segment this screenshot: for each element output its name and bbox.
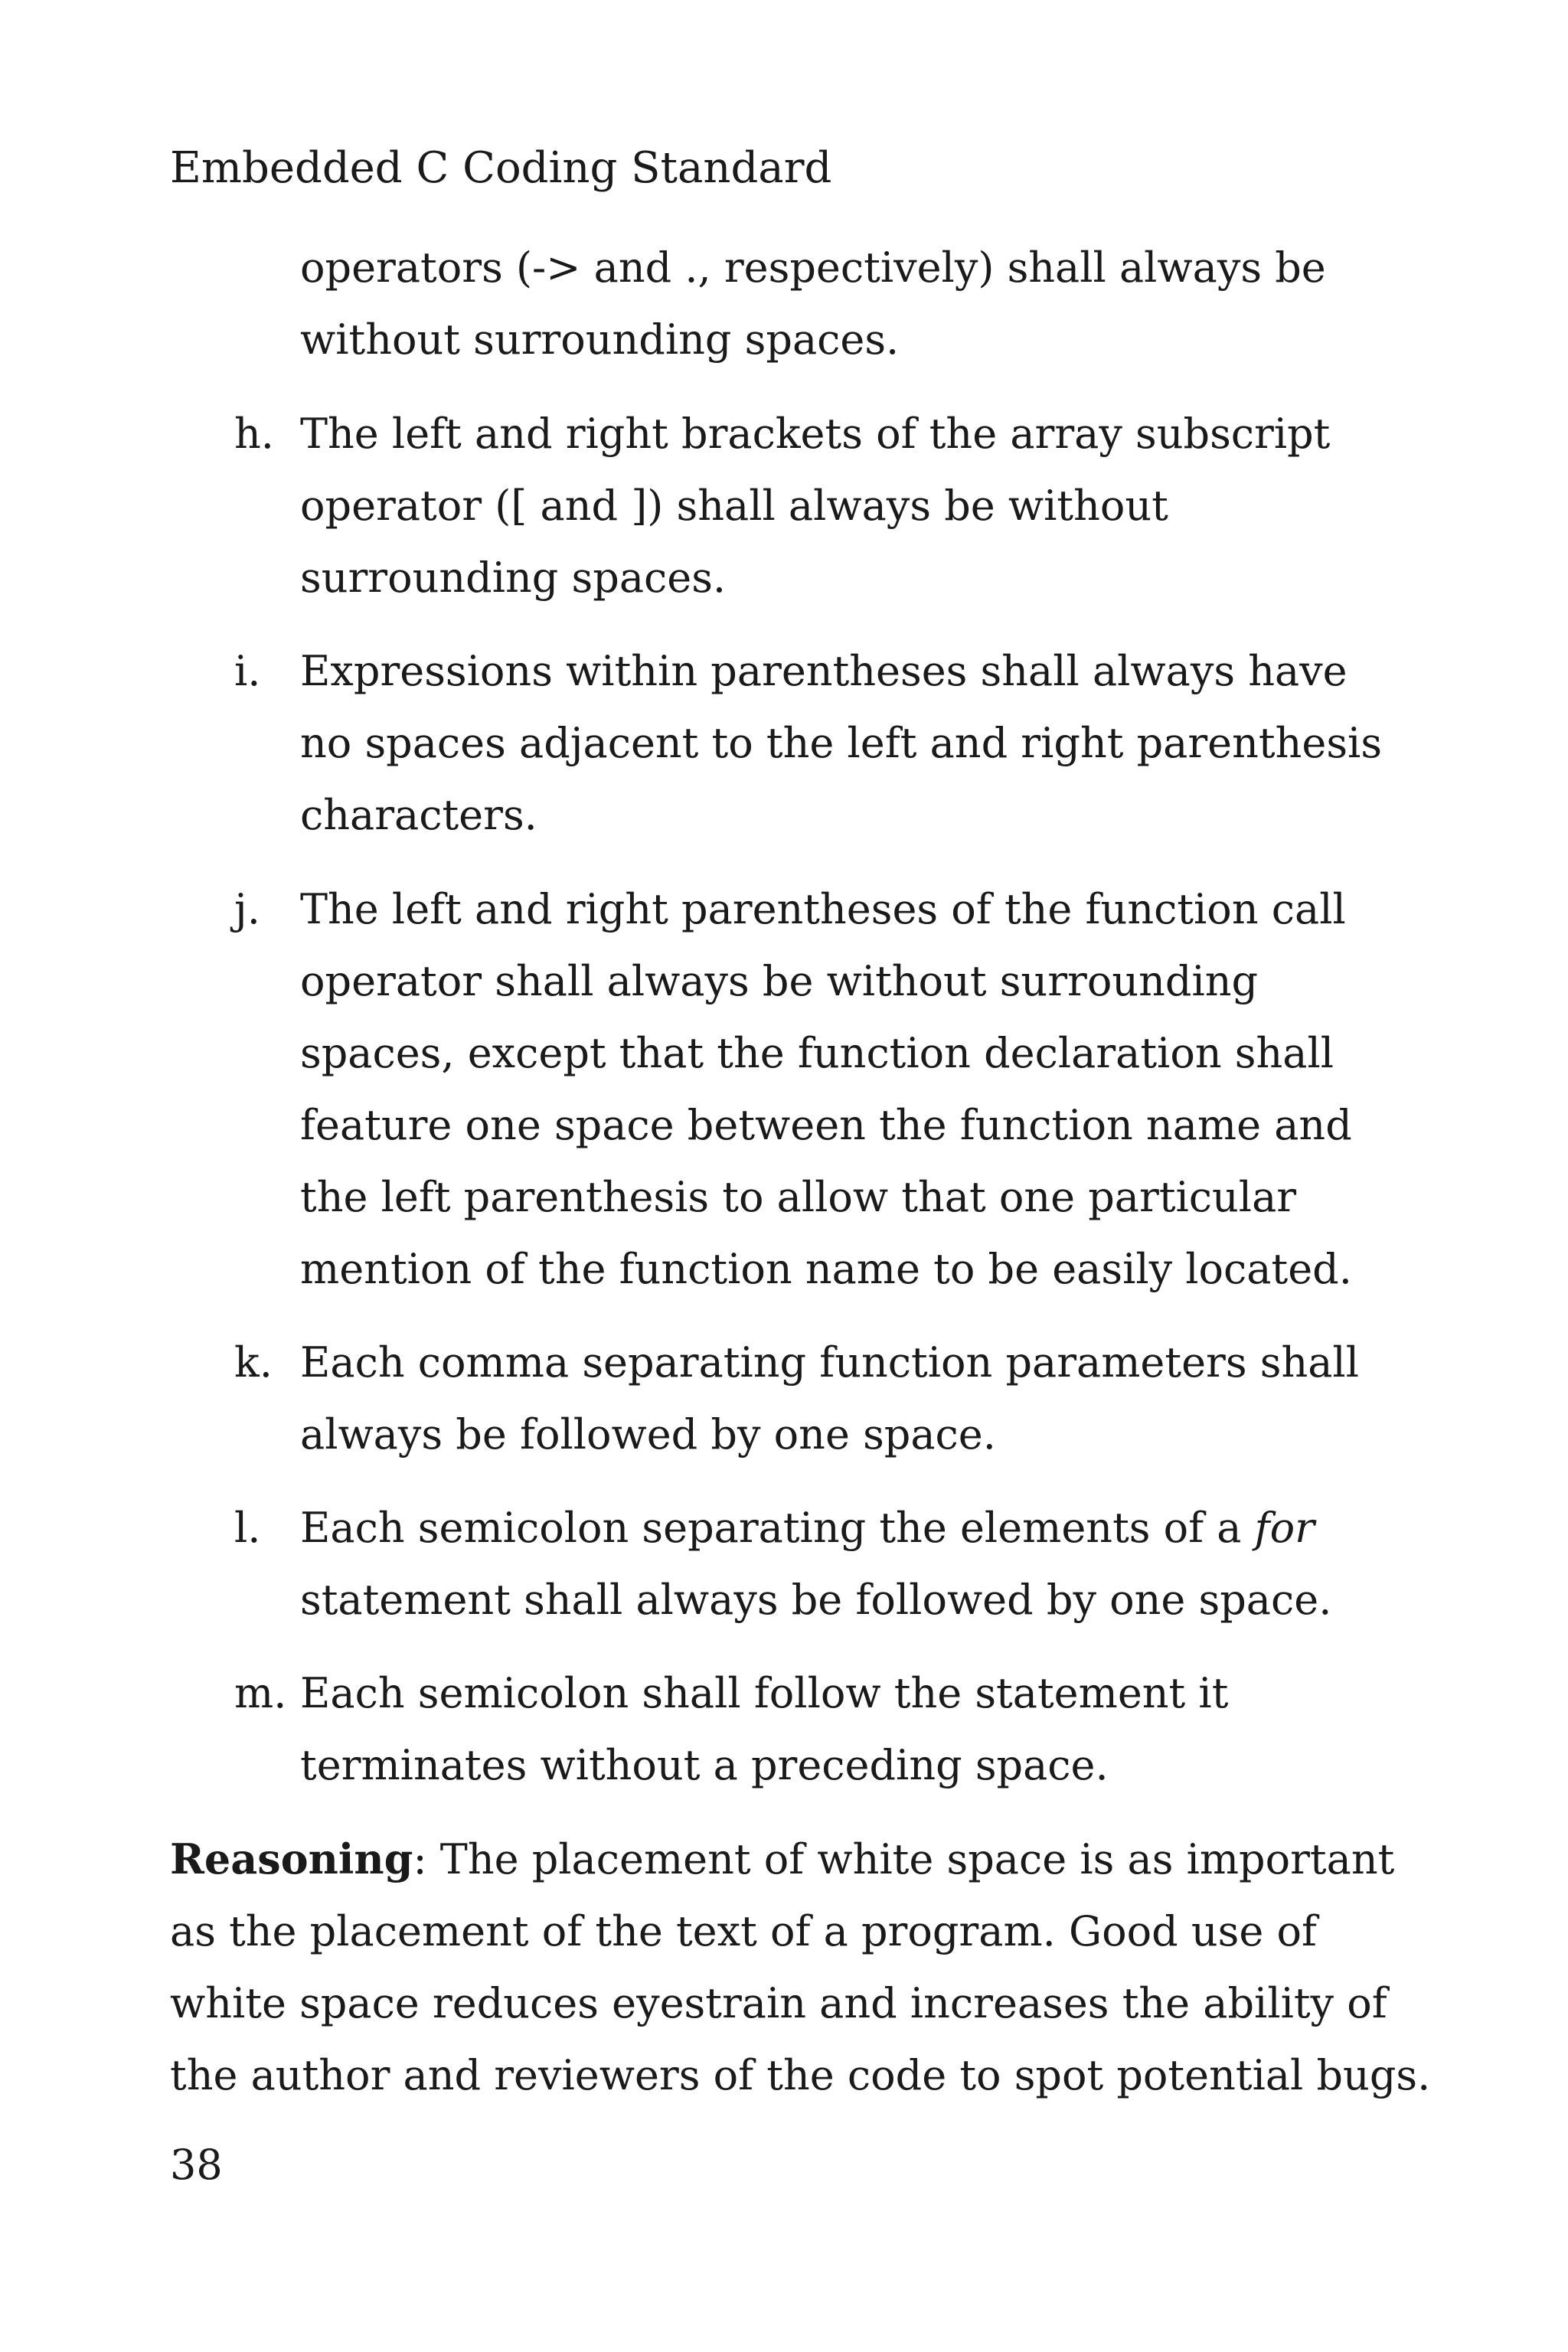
text-line: characters.: [300, 791, 537, 839]
text-line: without surrounding spaces.: [300, 315, 900, 364]
reasoning-paragraph: [170, 1823, 1430, 2112]
list-marker: l.: [234, 1504, 261, 1552]
text-line: [170, 1823, 1430, 1896]
list-marker: i.: [234, 647, 261, 695]
list-marker: j.: [234, 885, 260, 933]
text-line: mention of the function name to be easily located.: [300, 1245, 1352, 1293]
list-item-text: [300, 1658, 1337, 1802]
running-header: Embedded C Coding Standard: [170, 143, 832, 193]
text-line: operators (-> and ., respectively) shall always be: [300, 243, 1326, 292]
text-line: Expressions within parentheses shall always have: [300, 647, 1348, 695]
list-item-text: [300, 1327, 1359, 1471]
text-line: The left and right brackets of the array subscript: [300, 410, 1331, 458]
text-line: Each semicolon shall follow the statement it: [300, 1669, 1229, 1717]
text-line: terminates without a preceding space.: [300, 1741, 1109, 1789]
list-item-m: [234, 1658, 1337, 1802]
list-item-j: [234, 874, 1352, 1305]
list-item-text: [300, 398, 1337, 614]
page-number: 38: [170, 2141, 223, 2189]
continued-list-item-g: [300, 232, 1326, 376]
text-line: Each comma separating function parameters shall: [300, 1338, 1359, 1387]
text-line: operator ([ and ]) shall always be without: [300, 482, 1168, 530]
list-marker: k.: [234, 1338, 273, 1387]
text-line: always be followed by one space.: [300, 1410, 996, 1459]
text-segment: Each semicolon separating the elements of a: [300, 1504, 1255, 1552]
text-line: spaces, except that the function declaration shall: [300, 1029, 1334, 1077]
text-line: white space reduces eyestrain and increases the ability of: [170, 1979, 1387, 2027]
text-line: [300, 1492, 1337, 1564]
text-line: the left parenthesis to allow that one particular: [300, 1173, 1297, 1221]
list-item-text: [300, 1492, 1337, 1636]
text-line: surrounding spaces.: [300, 554, 727, 602]
text-line: feature one space between the function name and: [300, 1101, 1352, 1149]
text-line: operator shall always be without surrounding: [300, 957, 1259, 1005]
text-line: statement shall always be followed by one space.: [300, 1576, 1332, 1624]
list-item-h: [234, 398, 1337, 614]
list-item-l: [234, 1492, 1337, 1636]
list-marker: h.: [234, 410, 274, 458]
list-item-i: [234, 635, 1383, 851]
text-line: as the placement of the text of a program. Good use of: [170, 1907, 1317, 1955]
list-item-text: [300, 635, 1383, 851]
list-marker: m.: [234, 1669, 287, 1717]
text-line: the author and reviewers of the code to spot potential bugs.: [170, 2051, 1431, 2099]
list-item-text: [300, 874, 1352, 1305]
text-line: no spaces adjacent to the left and right parenthesis: [300, 719, 1383, 767]
text-segment: : The placement of white space is as important: [413, 1835, 1395, 1883]
reasoning-label: Reasoning: [170, 1834, 413, 1883]
italic-keyword: for: [1254, 1504, 1315, 1552]
text-line: The left and right parentheses of the function call: [300, 885, 1346, 933]
list-item-k: [234, 1327, 1359, 1471]
